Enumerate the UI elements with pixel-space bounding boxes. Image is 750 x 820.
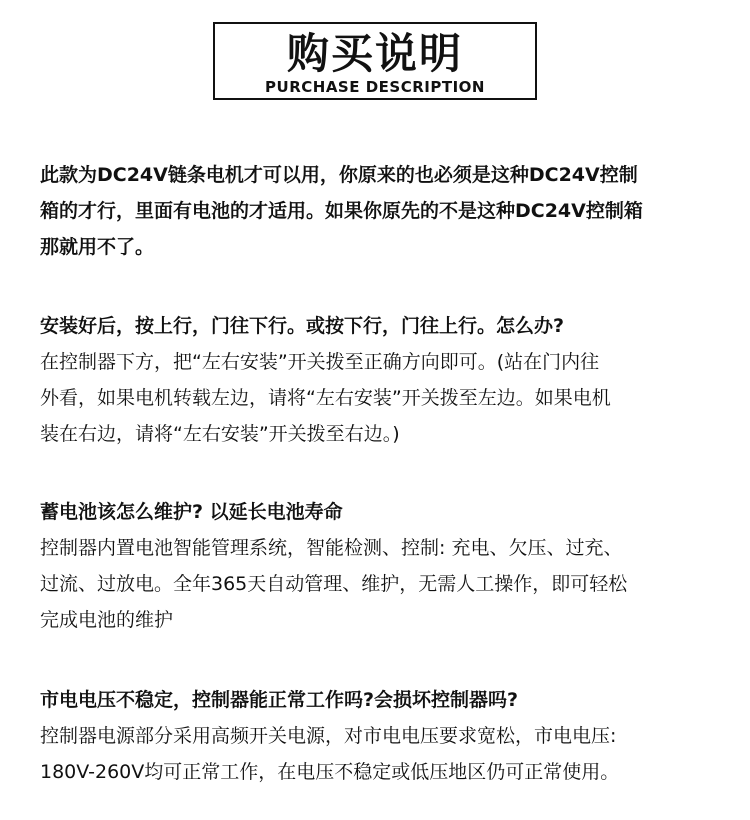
section-body-line: 180V-260V均可正常工作，在电压不稳定或低压地区仍可正常使用。 [40,761,620,783]
section-battery-maintenance [40,494,712,638]
page-title: 购买说明 [286,29,463,78]
section-heading-line: 市电电压不稳定，控制器能正常工作吗?会损坏控制器吗? [40,689,519,711]
section-compatibility [40,157,712,265]
section-heading-line: 蓄电池该怎么维护? 以延长电池寿命 [40,501,343,523]
section-heading-line: 安装好后，按上行，门往下行。或按下行，门往上行。怎么办? [40,315,565,337]
section-body-line: 装在右边，请将“左右安装”开关拨至右边。) [40,423,400,445]
section-heading-line: 那就用不了。 [40,236,155,258]
section-voltage-stability [40,682,712,790]
section-heading-line: 箱的才行，里面有电池的才适用。如果你原先的不是这种DC24V控制箱 [40,200,643,222]
section-body-line: 控制器内置电池智能管理系统，智能检测、控制: 充电、欠压、过充、 [40,537,623,559]
section-body-line: 完成电池的维护 [40,609,174,631]
section-body-line: 在控制器下方，把“左右安装”开关拨至正确方向即可。(站在门内往 [40,351,600,373]
section-body-line: 过流、过放电。全年365天自动管理、维护，无需人工操作，即可轻松 [40,573,628,595]
section-body-line: 外看，如果电机转载左边，请将“左右安装”开关拨至左边。如果电机 [40,387,611,409]
title-box [213,22,537,100]
section-heading-line: 此款为DC24V链条电机才可以用，你原来的也必须是这种DC24V控制 [40,164,638,186]
page-subtitle: PURCHASE DESCRIPTION [265,78,485,96]
section-direction-question [40,308,712,452]
section-body-line: 控制器电源部分采用高频开关电源，对市电电压要求宽松，市电电压: [40,725,617,747]
